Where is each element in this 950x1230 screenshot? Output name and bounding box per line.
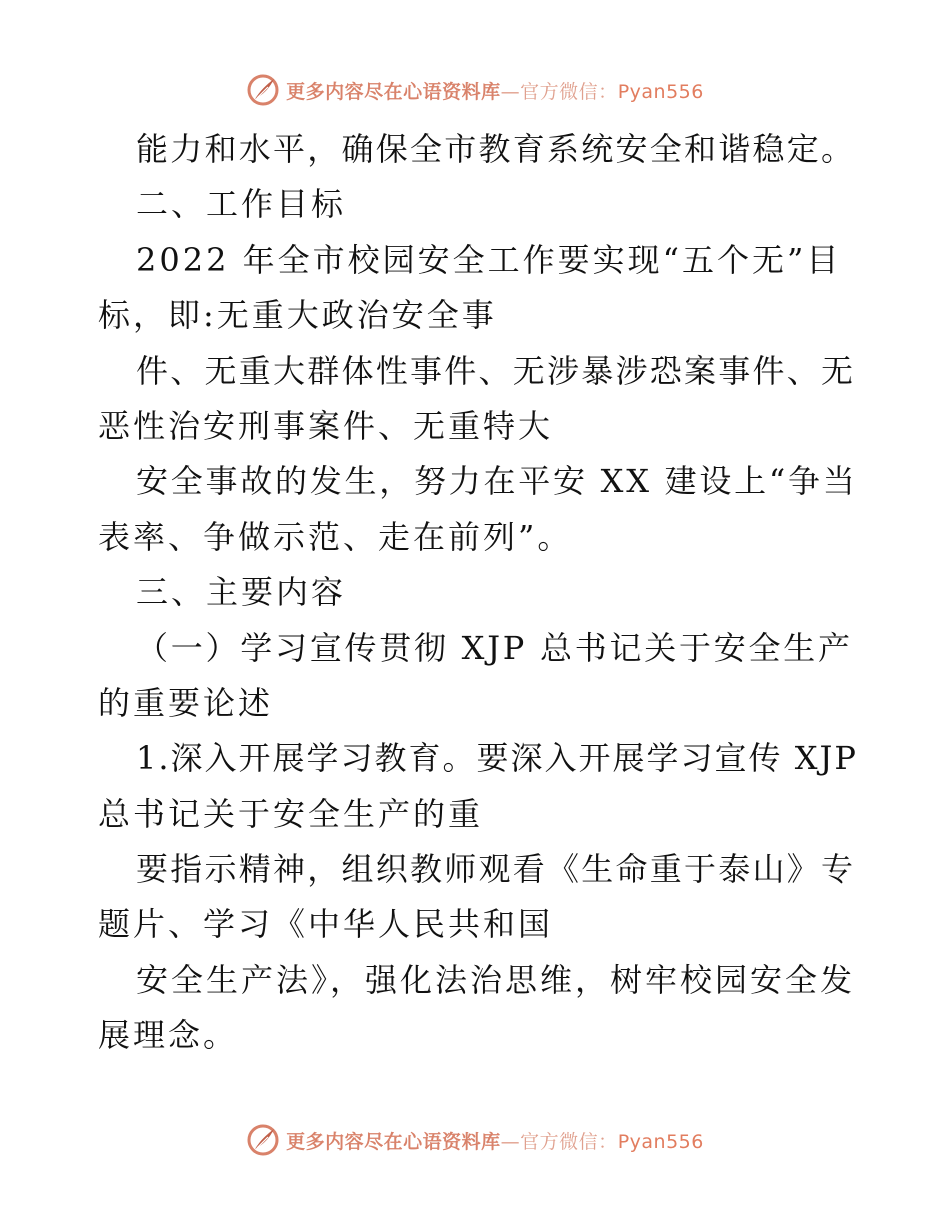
footer-watermark — [0, 1120, 950, 1160]
text-line: 三、主要内容 — [136, 573, 347, 612]
text-line: 要指示精神，组织教师观看《生命重于泰山》专 — [136, 850, 856, 889]
text-line: 标，即:无重大政治安全事 — [98, 296, 497, 335]
watermark-brand: 更多内容尽在心语资料库 — [286, 1130, 501, 1153]
text-line: 题片、学习《中华人民共和国 — [98, 905, 554, 944]
watermark-brand: 更多内容尽在心语资料库 — [286, 80, 501, 103]
text-line: 展理念。 — [98, 1016, 239, 1055]
watermark-separator: — — [500, 1130, 521, 1153]
text-line: 安全生产法》，强化法治思维，树牢校园安全发 — [136, 960, 856, 999]
watermark-separator: — — [500, 80, 521, 103]
feather-pen-logo-icon — [246, 1123, 280, 1157]
header-watermark — [0, 70, 950, 110]
text-line: 2022 年全市校园安全工作要实现“五个无”目 — [136, 240, 842, 279]
watermark-wechat-id: Pyan556 — [617, 80, 704, 103]
text-line: 恶性治安刑事案件、无重特大 — [98, 406, 554, 445]
watermark-label: 官方微信： — [520, 1130, 618, 1153]
text-line: 二、工作目标 — [136, 185, 347, 224]
text-line: 能力和水平，确保全市教育系统安全和谐稳定。 — [136, 130, 856, 168]
text-line: 件、无重大群体性事件、无涉暴涉恐案事件、无 — [136, 351, 856, 390]
text-line: 的重要论述 — [98, 683, 274, 722]
text-line: （一）学习宣传贯彻 XJP 总书记关于安全生产 — [136, 628, 853, 667]
document-body — [98, 122, 858, 1064]
text-line: 1.深入开展学习教育。要深入开展学习宣传 XJP — [136, 739, 858, 778]
watermark-label: 官方微信： — [520, 80, 618, 103]
watermark-text — [286, 1127, 704, 1154]
watermark-text — [286, 77, 704, 104]
feather-pen-logo-icon — [246, 73, 280, 107]
text-line: 表率、争做示范、走在前列”。 — [98, 517, 573, 556]
text-line: 安全事故的发生，努力在平安 XX 建设上“争当 — [136, 462, 858, 501]
text-line: 总书记关于安全生产的重 — [98, 794, 484, 833]
watermark-wechat-id: Pyan556 — [617, 1130, 704, 1153]
